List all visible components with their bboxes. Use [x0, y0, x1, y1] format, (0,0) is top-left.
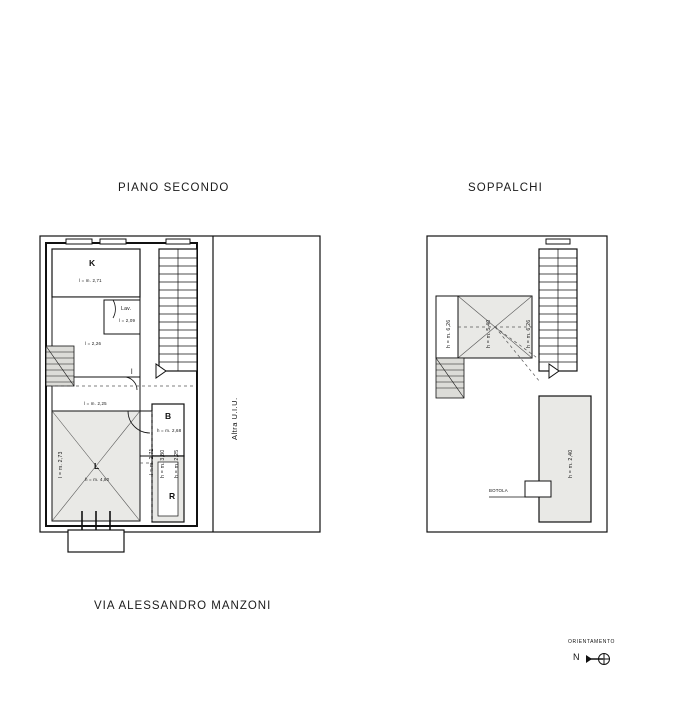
label-botola: BOTOLA: [489, 488, 508, 493]
dim-b-right: h = m. 2,25: [174, 449, 180, 478]
dim-lav: l = 2,09: [119, 318, 136, 323]
room-label-b: B: [165, 411, 172, 421]
door-mark-i: l: [131, 369, 133, 376]
dim-k: l = m. 2,71: [79, 278, 102, 283]
title-piano-secondo: PIANO SECONDO: [118, 182, 230, 194]
room-label-k: K: [89, 258, 96, 268]
dim-l: h = m. 4,80: [85, 477, 110, 482]
dim-sopp-mid: h = m. 5,40: [486, 319, 492, 348]
dim-b-left: l = m. 2,71: [149, 448, 155, 475]
north-label: N: [573, 652, 580, 662]
title-soppalchi: SOPPALCHI: [468, 182, 543, 194]
orientation-label: ORIENTAMENTO: [568, 639, 616, 645]
room-label-r: R: [169, 491, 176, 501]
dim-b: h = m. 2,68: [157, 428, 182, 433]
label-altra-uiu: Altra U.I.U.: [230, 397, 239, 440]
dim-sopp-lower: h = m. 2,40: [568, 449, 574, 478]
dim-corridor: l = m. 2,25: [84, 401, 107, 406]
dim-l-width: l = m. 2,73: [58, 451, 64, 478]
room-label-l: L: [94, 461, 100, 471]
dim-sopp-left: h = m. 6,26: [446, 319, 452, 348]
dim-mid-room: l = 2,26: [85, 341, 102, 346]
room-label-lav: Lav.: [121, 306, 132, 312]
dim-sopp-right: h = m. 6,26: [526, 319, 532, 348]
street-label: VIA ALESSANDRO MANZONI: [94, 600, 272, 612]
dim-b-mid: h = m. 3,80: [160, 449, 166, 478]
